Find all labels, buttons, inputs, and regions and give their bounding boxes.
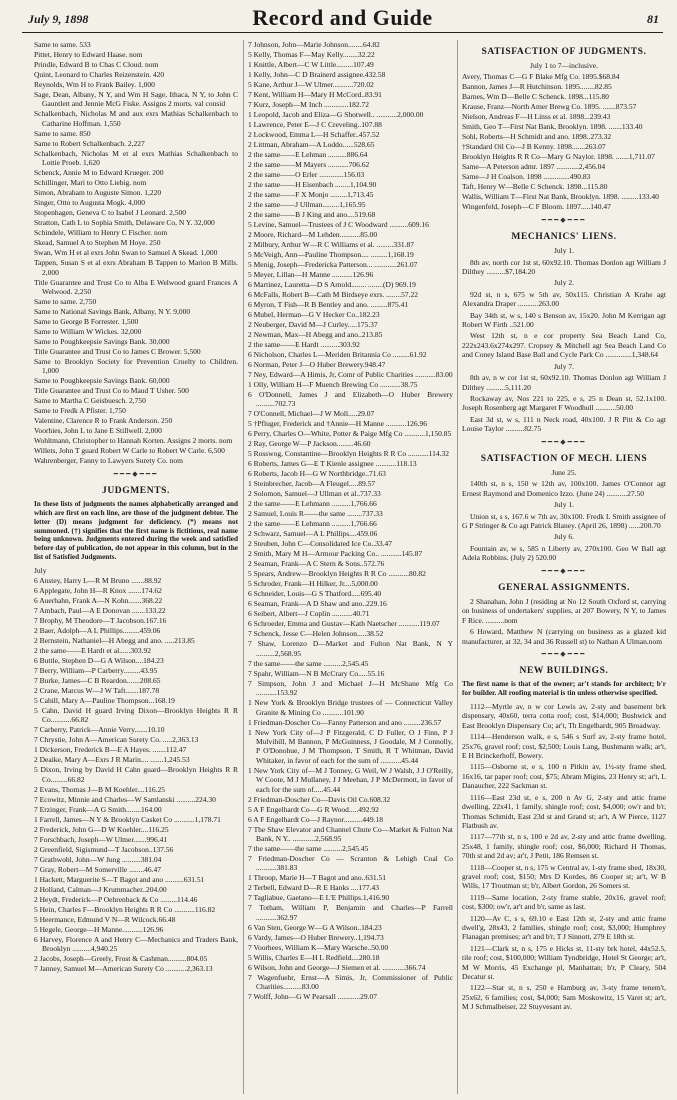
date-subheading: July 1.: [553, 246, 574, 256]
judgment-entry: 6 A F Engelhardt Co—J Raynor..........449.18: [248, 814, 383, 824]
judgment-entry: 2 Moore, Richard—M Lehden...........85.00: [248, 230, 378, 239]
judgment-entry: 5 McVeigh, Ann—Pauline Thompson.... .........1,168.19: [248, 250, 414, 259]
judgment-entry: 2 the same——E Lehman ..........886.64: [248, 150, 368, 159]
judgment-entry: 2 the same——B J King and ano....519.68: [248, 210, 376, 219]
judgment-entry: 7 Schenck, Jesse C—Helen Johnson.....38.52: [248, 629, 384, 639]
judgment-entry: 2 Evans, Thomas J—B M Koehler....116.25: [34, 784, 166, 794]
satisfaction-dates: July 1 to 7—inclusive.: [530, 61, 598, 70]
judgment-entry: 7 Berry, William—P Carberry.........43.95: [34, 665, 158, 675]
judgment-entry: 2 Neuberger, David M—J Curley.....175.37: [248, 320, 378, 329]
date-subheading: July 2.: [553, 278, 574, 288]
judgment-entry: 2 the same——E Hardt ..........303.92: [248, 340, 360, 349]
building-entry: 1118—Cooper st, n s, 175 w Central av, 1-sty frame shed, 18x30, gravel roof; cost, $150; Mrs D Kordes, 86 Cooper st; ar't, W B Wills, 17 Troutman st; b'r, Albert Gordon, 26 Somers st.: [462, 862, 666, 891]
satisfaction-entry: Brooklyn Heights R R Co—Mary G Naylor. 1898. .......1,711.07: [462, 152, 655, 162]
mechanics-liens-list: [462, 246, 666, 433]
judgment-entry: 1 Olly, William H—F Muench Brewing Co ...........38.75: [248, 380, 418, 389]
general-assignments-list: [462, 597, 666, 646]
judgment-entry: 5 Levine, Samuel—Trustees of J C Woodward ..........609.16: [248, 220, 429, 229]
judgment-entry: 5 Rosswog, Constantine—Brooklyn Heights R R Co ...........114.32: [248, 449, 449, 459]
judgment-entry: 2 the same——F X Monjo .........1,713.45: [248, 190, 374, 199]
satisfaction-mech-liens-heading: SATISFACTION OF MECH. LIENS: [480, 453, 648, 464]
page-header: [22, 6, 663, 33]
assignment-entry: Title Guarantee and Trust Co to Maud T Usher. 500: [34, 386, 189, 396]
building-entry: 1121—Clark st, n s, 175 e Hicks st, 11-sty brk hotel, 44x52.5, tile roof; cost, $100,000; William Tyndbridge, Hotel St George; ar't, M W Morris, 45 Exchange pl, Manhattan; b'r, P Cleary, 504 Decatur st.: [462, 943, 666, 981]
judgment-entry: 5 Kelly, Thomas F—May Kelly........32.22: [248, 50, 375, 59]
judgment-entry: 5 Cahn, David H guard Irving Dixon—Brooklyn Heights R R Co...........66.82: [34, 705, 238, 725]
assignment-entry: Same to George B Forrester. 1,500: [34, 317, 139, 327]
date-subheading: July 6.: [553, 532, 574, 542]
judgment-entry: 5 Willis, Charles E—H L Redfield....280.18: [248, 952, 380, 962]
satisfaction-judgments-heading: SATISFACTION OF JUDGMENTS.: [481, 47, 647, 57]
judgment-entry: 6 Vardy, James—O Huber Brewery..1,194.73: [248, 932, 384, 942]
judgment-entry: 6 Schroeder, Emma and Gustav—Kath Naetscher ...........119.07: [248, 619, 440, 629]
judgment-entry: 2 the same——E Lehmann ..........1,766.66: [248, 499, 377, 509]
judgment-entry: 7 Forschbach, Joseph—W Ulmer.......996.41: [34, 834, 168, 844]
assignment-entry: Same to William W Wickes. 32,000: [34, 327, 142, 337]
column-3: [462, 40, 666, 1094]
judgment-entry: 7 the same——the same ..........2,545.45: [248, 844, 369, 854]
judgments-intro: In these lists of judgments the names alphabetically arranged and which are first on each line, are those of the judgment debtor. The letter (D) means judgment for deficiency. (*) means not summoned. (†) signifies that the first name is fictitious, real name being unknown. Judgments entered during the week and satisfied before day of publication, do not appear in this column, but in the list of Satisfied Judgments.: [34, 500, 238, 562]
publication-title: Record and Guide: [252, 5, 433, 30]
judgment-entry: 1 New York City of—M J Tonney, G Weil, W J Walsh, J J O'Reilly, W Coote, M J Mullaney, J J Meehan, J P McDermott, in favor of each for the sum of.....45.44: [248, 765, 453, 794]
assignment-entry: Schenck, Annie M to Edward Krueger. 200: [34, 168, 164, 178]
section-divider: ━━━◆━━━: [113, 469, 159, 478]
judgment-entry: 7 Janney, Samuel M—American Surety Co ...........2,363.13: [34, 964, 213, 974]
judgment-entry: 2 Terbell, Edward D—R E Hanks ....177.43: [248, 883, 379, 893]
assignment-entry: Same to Poughkeepsie Savings Bank. 60,000: [34, 376, 170, 386]
judgment-entry: 2 the same——H Eisenbach ........1,104.90: [248, 180, 377, 189]
judgment-entry: 5 Heermance, Edmund V N—R Wilcock.66.48: [34, 914, 176, 924]
lien-entry: West 12th st, n e cor property Sea Beach Land Co, 222x243.6x274x297. Cropsey & Mitchell agt Sea Beach Land Co and Coney Island Base Ball and Cycle Park Co ..............1,348.64: [462, 331, 666, 360]
judgment-entry: 2 the same——J Ullman.........1,165.95: [248, 200, 366, 209]
judgment-entry: 7 Spahr, William—N B McCrary Co.....55.16: [248, 668, 385, 678]
column-rule-left: [243, 40, 244, 1094]
judgment-entry: 1 Knittle, Albert—C W Little.........107.49: [248, 60, 374, 69]
judgment-entry: 7 Carberry, Patrick—Annie Verry.......10.10: [34, 725, 165, 735]
assignment-entry: Same to Poughkeepsie Savings Bank. 30,000: [34, 337, 170, 347]
lien-entry: Union st, s s, 167.6 w 7th av, 30x100. Fredk L Smith assignee of G P Stringer & Co agt Patrick Blaney. (April 26, 1898) ......200.70: [462, 511, 666, 530]
satisfaction-entry: Taft, Henry W—Belle C Schenck. 1898...115.80: [462, 182, 608, 192]
judgment-entry: 7 Ecowitz, Minnie and Charles—W Samlanski ..........224.30: [34, 794, 216, 804]
lien-entry: Fountain av, w s, 585 n Liberty av, 270x100. Geo W Ball agt Adela Robbins. (July 2) 520.00: [462, 543, 666, 563]
assignment-entry: Prindle, Edward B to Chas C Cloud. nom: [34, 60, 159, 69]
assignment-entry: Title Guarantee and Trust Co to Alba E Welwood guard Frances A Welwood. 2,250: [34, 277, 238, 297]
judgment-entry: 2 Baer, Adolph—A L Phillips.........459.06: [34, 625, 161, 635]
judgment-entry: 6 Auerhahn, Frank A—N Kohn.......368.22: [34, 595, 163, 605]
satisfaction-entry: Krause, Franz—North Amer Brewg Co. 1895. .......873.57: [462, 102, 637, 112]
judgment-entry: 5 Hein, Charles F—Brooklyn Heights R R Co ...........116.82: [34, 904, 216, 914]
building-entry: 1115—Osborne st, e s, 100 n Pitkin av, 1½-sty frame shed, 16x16, tar paper roof; cost, $75; Abram Migins, 23 Henry st; ar't, L Danaucher, 222 Sackman st.: [462, 762, 666, 791]
satisfaction-entry: Nielson, Andreas F—H Linss et al. 1898...239.43: [462, 112, 611, 122]
satisfaction-entry: Same—A Peterson admr. 1897 ............2,456.04: [462, 162, 606, 172]
lien-entry: 140th st, n s, 150 w 12th av, 100x100. James O'Connor agt Ernest Raymond and Domenico Izzo. (June 24) ...........27.50: [462, 479, 666, 498]
building-entry: 1119—Same location, 2-sty frame stable, 20x16, gravel roof; cost, $300; ow'r, ar't and b'r, same as last.: [462, 892, 666, 912]
assignment-entry: Simon, Abraham to Auguste Simon. 1,220: [34, 188, 162, 198]
assignment-entry: Wohltmann, Christopher to Hannah Korten. Assigns 2 morts. nom: [34, 436, 233, 446]
judgment-entry: 7 Simpson, John J and Michael J—H McShane Mfg Co ...........153.92: [248, 678, 453, 698]
assignment-entry: Quint, Leonard to Charles Reizenstein. 420: [34, 70, 165, 79]
judgment-entry: 2 Milbury, Arthur W—R C Williams et al. .........331.87: [248, 240, 415, 249]
assignment-entry: Skead, Samuel A to Stephen M Hoye. 250: [34, 238, 161, 248]
mortgage-assignments-list: [34, 40, 238, 466]
judgment-entry: 2 the same——O Erler .............156.03: [248, 170, 365, 179]
judgment-entry: 2 Seaman, Frank—A C Stern & Sons..572.76: [248, 559, 385, 569]
judgment-entry: 6 Anstey, Harry L—R M Bruno .......88.92: [34, 575, 162, 585]
judgment-entry: 1 Farrell, James—N Y & Brooklyn Casket Co ...........1,178.71: [34, 814, 221, 824]
assignment-entry: Tappen, Susan S et al exrs Abraham B Tappen to Marion B Mills. 2,000: [34, 258, 238, 277]
judgments-list-continued: [248, 40, 453, 1002]
satisfaction-entry: Wallis, William T—First Nat Bank, Brooklyn. 1898. .........133.40: [462, 192, 659, 202]
judgment-entry: 7 Wolff, John—G W Pearsall ............29.07: [248, 992, 378, 1002]
lien-entry: Bay 34th st, w s, 140 s Benson av, 15x20. John M Kerrigan agt Robert W Firth ..521.00: [462, 310, 666, 330]
judgment-entry: 2 Solomon, Samuel—J Ullman et al..737.33: [248, 489, 381, 499]
judgment-entry: 2 Deaike, Mary A—Exrs J R Marin.... .......1,245.53: [34, 755, 190, 765]
judgment-entry: 7 Kurz, Joseph—M Inch .............182.72: [248, 100, 370, 109]
assignment-entry: Schalkenbach, Nicholas M and aux exrs Mathias Schalkenbach to Catharine Hoffman. 1,550: [34, 109, 238, 128]
mechanics-liens-heading: MECHANICS' LIENS.: [511, 232, 617, 243]
judgment-entry: 7 Johnson, John—Marie Johnson........64.82: [248, 40, 380, 49]
judgment-entry: 6 Norman, Peter J—O Huber Brewery.948.47: [248, 360, 386, 369]
lien-entry: East 3d st, w s, 111 n Neck road, 40x100. J R Pitt & Co agt Louise Taylor ..........82.75: [462, 414, 666, 434]
building-entry: 1112—Myrtle av, n w cor Lewis av, 2-sty and basement brk dispensary, 40x60, terra cotta roof; cost, $14,000; Bushwick and East Brooklyn Dispensary Co; ar't, Th Engelhardt, 905 Broadway.: [462, 702, 666, 730]
judgment-entry: 2 Friedman-Doscher Co—Davis Oil Co.608.32: [248, 794, 391, 804]
judgment-entry: 1 Steinbrecher, Jacob—A Fleugel.....89.57: [248, 479, 376, 489]
judgment-entry: 2 Smith, Mary M H—Armour Packing Co.. ...........145.87: [248, 549, 423, 559]
assignment-entry: Pittet, Henry to Edward Haase. nom: [34, 50, 143, 59]
lien-entry: Rockaway av, Nos 221 to 225, e s, 25 n Dean st, 52.1x100. Joseph Rosenberg agt Margaret F Woodhull ...........50.00: [462, 393, 666, 413]
judgment-entry: 2 Holland, Calman—J Krummacher..204.00: [34, 884, 167, 894]
column-1: [34, 40, 238, 1094]
judgment-entry: 7 Shaw, Lorenzo D—Market and Fulton Nat Bank, N Y ..........2,568.95: [248, 639, 453, 658]
judgment-entry: 6 Roberts, Jacob H—G W Northbridge..71.63: [248, 469, 386, 479]
date-subheading: July 7.: [553, 361, 574, 371]
assignment-entry: Same to same. 850: [34, 128, 91, 138]
judgment-entry: 2 Newman, Max—H Abegg and ano..213.85: [248, 330, 383, 339]
section-divider: ━━━◆━━━: [541, 437, 587, 446]
general-assignments-heading: GENERAL ASSIGNMENTS.: [498, 583, 630, 593]
judgment-entry: 6 Schneider, Louis—G S Thatford.....695.40: [248, 589, 382, 599]
judgment-entry: 2 Bernstein, Nathaniel—H Abegg and ano. .....213.85: [34, 635, 195, 645]
page-number: 81: [647, 12, 659, 26]
judgment-entry: 7 Friedman-Doscher Co — Scranton & Lehigh Coal Co ...........381.83: [248, 854, 453, 873]
assignment-entry: 6 Howard, Matthew N (carrying on business as a glazed kid manufacturer, at 32, 34 and 36 Russell st) to Nathan A Ulman.nom: [462, 627, 666, 646]
assignment-entry: Same to National Savings Bank, Albany, N Y. 9,000: [34, 307, 191, 317]
judgment-entry: 5 Menig, Joseph—Fredericka Patterson... ............261.07: [248, 260, 418, 269]
assignment-entry: Same to Robert Schalkenbach. 2,227: [34, 138, 145, 148]
building-entry: 1114—Henderson walk, e s, 546 s Surf av, 2-sty frame hotel, 25x76, gravel roof; cost, $2,500; Louis Lang, Bushmann walk; ar't, E H Brinckerhoff, Bowery.: [462, 732, 666, 761]
judgment-entry: 2 the same——M Mayers ...........706.62: [248, 160, 370, 169]
assignment-entry: 2 Shanahan, John J (residing at No 12 South Oxford st, carrying on business of undertakers' supplies, at 207 Bowery, N Y, to James F Rice. ..........nom: [462, 597, 666, 625]
judgment-entry: 5 Schroder, Frank—H Hilker, Jr....5,000.00: [248, 579, 378, 589]
assignment-entry: Stopenhagen, Geneva C to Isabel J Leonard. 2,500: [34, 208, 187, 218]
judgment-entry: 2 Frederick, John G—D W Koehler....116.25: [34, 824, 169, 834]
judgment-entry: 6 Mubel, Herman—G V Hecker Co..182.23: [248, 310, 380, 319]
judgment-entry: 7 Brophy, M Theodore—T Jacobson.167.16: [34, 615, 167, 625]
new-buildings-list: [462, 702, 666, 1012]
lien-entry: 8th av, north cor 1st st, 60x92.10. Thomas Donlon agt William J Dilthey ..........$7,184.20: [462, 257, 666, 277]
assignment-entry: Title Guarantee and Trust Co to James C Brower. 5,500: [34, 347, 201, 357]
satisfaction-entry: Smith, Geo T—First Nat Bank, Brooklyn. 1898. .......133.40: [462, 122, 643, 132]
column-2: [248, 40, 453, 1094]
satisfaction-mech-liens-list: [462, 468, 666, 563]
judgment-entry: 5 Hegele, George—H Manne...........126.96: [34, 924, 164, 934]
judgment-entry: 7 Erzinger, Frank—A G Smith........164.00: [34, 804, 162, 814]
judgment-entry: 6 Seibert, Albert—J Coplin ...........40.71: [248, 609, 370, 619]
judgment-entry: 2 Steuben, John C—Consolidated Ice Co..33.47: [248, 539, 392, 549]
judgment-entry: 5 Cahill, Mary A—Pauline Thompson...168.19: [34, 695, 175, 705]
judgment-entry: 7 Burke, James—C B Reardon.......208.65: [34, 675, 161, 685]
satisfaction-entry: †Standard Oil Co—J B Kenny. 1898.......263.07: [462, 142, 606, 152]
judgment-entry: 6 Roberts, James G—E T Kienle assignee ...........118.13: [248, 459, 417, 469]
judgment-entry: 1 Kelly, John—C D Brainerd assignee.432.58: [248, 70, 386, 79]
judgment-entry: 6 Van Sten, George W—G A Wilson..184.23: [248, 922, 382, 932]
satisfaction-entry: Bannon, James J—R Hutchinson. 1895........82.85: [462, 82, 612, 92]
judgment-entry: 1 Dickerson, Frederick B—E A Hayes. .......112.47: [34, 745, 187, 755]
assignment-entry: Same to Brooklyn Society for Prevention Cruelty to Children. 1,000: [34, 357, 238, 376]
judgment-entry: 1 Friedman-Doscher Co—Fanny Patterson and ano .........236.57: [248, 717, 442, 727]
judgment-entry: 1 Hackett, Marguerite S—T Bagot and ano ..........631.51: [34, 874, 205, 884]
judgment-entry: 5 Spears, Andrew—Brooklyn Heights R R Co ...........80.82: [248, 569, 426, 579]
assignment-entry: Same to same. 533: [34, 40, 91, 49]
building-entry: 1117—77th st, n s, 100 e 2d av, 2-sty and attic frame dwelling, 25x48, 1 family, shingle roof; cost, $6,000; Richard H Thomas, 70th st and 2d av; ar't, J Petit, 186 Remsen st.: [462, 832, 666, 861]
judgment-entry: 7 Chrystie, John A—American Surety Co. .....2,363.13: [34, 735, 199, 745]
judgment-entry: 7 Voorhees, William K—Mary Warsche..50.00: [248, 942, 389, 952]
judgment-entry: 5 A F Engelhardt Co—G R Wood.....492.92: [248, 804, 379, 814]
new-buildings-heading: NEW BUILDINGS.: [519, 666, 609, 677]
judgment-entry: 5 Kane, Arthur J—W Ulmer...........720.02: [248, 80, 374, 89]
judgment-entry: 6 Wilson, John and George—J Siemen et al. ............366.74: [248, 962, 426, 972]
judgment-entry: 6 McFalls, Robert B—Cath M Birdseye exrs. ........57.22: [248, 290, 418, 299]
judgment-entry: 6 Martinez, Lauretta—D S Arnold........ ........(D) 969.19: [248, 280, 416, 289]
assignment-entry: Same to Fredk A Pfister. 1,750: [34, 406, 126, 416]
column-rule-right: [457, 40, 458, 1094]
building-entry: 1120—Av C, s s, 69.10 e East 12th st, 2-sty and attic frame dwell'g, 28x43, 2 families, shingle roof; cost, $3,000; Humphrey Flanagan premises; ar't and b'r, T J Sinnott, 279 E 18th st.: [462, 913, 666, 942]
new-buildings-intro: The first name is that of the owner; ar't stands for architect; b'r for builder. All roofing material is tin unless otherwise specified.: [462, 680, 666, 698]
satisfaction-entry: Same—J H Coalson. 1898 ..............490.83: [462, 172, 591, 182]
judgment-entry: 1 Throop, Marie H—T Bagot and ano..631.51: [248, 873, 387, 883]
lien-entry: 8th av, n w cor 1st st, 60x92.10. Thomas Donlon agt William J Dilthey ..........5,111.20: [462, 373, 666, 392]
judgment-entry: 7 the same——the same ..........2,545.45: [248, 658, 369, 668]
judgment-entry: 1 Lawrence, Peter E—J C Creveling..107.88: [248, 120, 382, 129]
satisfaction-list: [462, 72, 666, 211]
judgment-entry: 1 Leopold, Jacob and Eliza—G Shotwell.. ...........2,000.00: [248, 110, 424, 119]
date-subheading: June 25.: [551, 467, 577, 477]
judgment-entry: 7 Kent, William H—Mary H McCord..83.91: [248, 90, 382, 99]
assignment-entry: Stratton, Cath L to Sophia Smith, Delaware Co, N Y. 32,000: [34, 218, 215, 228]
judgment-entry: 2 the same——E Lehmann ..........1,766.66: [248, 519, 377, 529]
judgment-entry: 6 O'Donnell, James J and Elizabeth—O Huber Brewery ..........702.73: [248, 390, 453, 409]
satisfaction-entry: Barnes, Wm D—Belle C Schenck. 1898...115.80: [462, 92, 609, 102]
judgments-month: July: [34, 565, 47, 575]
judgment-entry: 7 Wagenfuehr, Ernst—A Simis, Jr, Commissioner of Public Charities..........83.00: [248, 972, 453, 992]
judgments-list: [34, 576, 238, 974]
issue-date: July 9, 1898: [28, 12, 89, 26]
judgment-entry: 2 the same——E Hardt et al......303.92: [34, 645, 152, 655]
assignment-entry: Swan, Wm H et al exrs John Swan to Samuel A Skead. 1,000: [34, 248, 218, 258]
lien-entry: 92d st, n s, 675 w 5th av, 50x115. Christian A Krahe agt Alexandra Draper ...........263.00: [462, 289, 666, 309]
satisfaction-entry: Sohl, Roberts—H Schmidt and ano. 1898..273.32: [462, 132, 612, 142]
judgment-entry: 7 Totham, William P, Benjamin and Charles—P Farrell ...........362.97: [248, 903, 453, 922]
judgment-entry: 6 Applegate, John H—R Knox .......174.62: [34, 585, 162, 595]
assignment-entry: Willets, John T guard Robert W Carle to Robert W Carle. 6,500: [34, 446, 225, 456]
assignment-entry: Wahrenberger, Fanny to Lawyers Surety Co. nom: [34, 456, 183, 466]
judgment-entry: 5 Meyer, Lillan—H Manne ...........126.96: [248, 270, 374, 279]
judgment-entry: 2 Jacobs, Joseph—Greely, Frost & Cashman..........804.05: [34, 954, 208, 964]
judgment-entry: 2 Greenfield, Sigismund—T Jacobson..137.56: [34, 844, 174, 854]
judgment-entry: 7 Ney, Edward—A Himis, Jr, Comr of Public Charities ...........83.00: [248, 370, 453, 379]
satisfaction-entry: Wingenfeld, Joseph—C F Bloom. 1897.....140.47: [462, 202, 611, 212]
judgment-entry: 6 Nicholson, Charles L—Meriden Britannia Co .........61.92: [248, 350, 427, 359]
assignment-entry: Same to Martha C Geisbuesch. 2,750: [34, 396, 146, 406]
assignment-entry: Schindele, William to Henry C Fischer. nom: [34, 228, 168, 238]
assignment-entry: Sage, Dean, Albany, N Y, and Wm H Sage, Ithaca, N Y, to John C Gauntlett and Jennie McG Fiske. Assigns 2 morts. val consid: [34, 90, 238, 109]
judgment-entry: 5 Dixon, Irving by David H Cahn guard—Brooklyn Heights R R Co.........66.82: [34, 765, 238, 784]
judgment-entry: 6 Buttle, Stephen D—G A Wilson....184.23: [34, 655, 164, 665]
judgment-entry: 6 Myron, T Fish—R B Bentley and ano. .........875.41: [248, 300, 409, 309]
judgment-entry: 6 Perry, Charles O—White, Potter & Paige Mfg Co ...........1,150.85: [248, 429, 452, 439]
section-divider: ━━━◆━━━: [541, 566, 587, 575]
judgment-entry: 1 New York City of—J P Fitzgerald, C D Fuller, O J Finn, P J Mulvihill, M Bannon, P McGuinness, J Goodale, M J Connolly, P O'Donohue, J M Thompson, T Smith, R T Whitman, David Whitaker, in favor of each for the sum of ...........45.44: [248, 727, 453, 765]
section-divider: ━━━◆━━━: [541, 215, 587, 224]
building-entry: 1116—East 23d st, e s, 200 n Av G, 2-sty and attic frame dwelling, 22x41, 1 family, shingle roof; cost, $4,000; ow'r and b'r, Thomas Schmidt, East 23d st and Grand st; ar't, A W Pierce, 1127 Flatbush av.: [462, 792, 666, 830]
assignment-entry: Voorhies, John L to Jane E Stillwell. 2,000: [34, 426, 162, 436]
judgment-entry: 2 Crane, Marcus W—J W Taft.......187.78: [34, 685, 160, 695]
judgment-entry: 2 Lockwood, Emma L—H Schaffer..457.52: [248, 130, 380, 139]
judgment-entry: 6 Harvey, Florence A and Henry C—Mechanics and Traders Bank, Brooklyn ..........4,940.25: [34, 934, 238, 954]
judgment-entry: 7 Gray, Robert—M Somerville ........46.47: [34, 864, 161, 874]
judgment-entry: 7 Ambach, Paul—A E Donovan .......133.22: [34, 605, 166, 615]
judgment-entry: 1 New York & Brooklyn Bridge trustees of — Connecticut Valley Granite & Mining Co ...........101.90: [248, 698, 453, 717]
date-subheading: July 1.: [553, 500, 574, 510]
assignment-entry: Singer, Otto to Augusta Mogk. 4,000: [34, 198, 145, 208]
section-divider: ━━━◆━━━: [541, 650, 587, 659]
judgment-entry: 2 Samuel, Louis R——the same ........737.33: [248, 509, 383, 519]
judgments-heading: JUDGMENTS.: [101, 486, 171, 497]
judgment-entry: 7 O'Connell, Michael—J W Moll.....29.07: [248, 409, 375, 419]
judgment-entry: 2 Littman, Abraham—A Loddo......528.65: [248, 140, 375, 149]
assignment-entry: Same to same. 2,750: [34, 297, 97, 307]
judgment-entry: 7 Tagliabue, Gaetano—E L'E Phillips.1,416.90: [248, 893, 390, 903]
assignment-entry: Schillinger, Mari to Otto Liebig. nom: [34, 178, 147, 188]
judgment-entry: 7 Grathwohl, John—W Jung ..........381.04: [34, 854, 162, 864]
judgment-entry: 5 †Pfluger, Frederick and †Annie—H Manne ...........126.96: [248, 419, 428, 429]
judgment-entry: 2 Ray, George W—P Jackson.........46.60: [248, 439, 371, 449]
assignment-entry: Valentine, Clarence R to Frank Anderson. 250: [34, 416, 173, 426]
assignment-entry: Reynolds, Wm H to Frank Bailey. 1,000: [34, 80, 155, 89]
judgment-entry: 7 The Shaw Elevator and Channel Chute Co—Market & Fulton Nat Bank, N Y.. ............2,568.95: [248, 824, 453, 844]
judgment-entry: 2 Schwarz, Samuel—A L Phillips....459.06: [248, 529, 378, 539]
judgment-entry: 2 Heydt, Frederick—P Oehrenback & Co .........114.46: [34, 894, 198, 904]
judgment-entry: 6 Seaman, Frank—A D Shaw and ano..229.16: [248, 599, 387, 609]
assignment-entry: Schalkenbach, Nicholas M et al exrs Mathias Schalkenbach to Lottie Proeb. 1,620: [34, 148, 238, 168]
satisfaction-entry: Avery, Thomas C—G F Blake Mfg Co. 1895.$68.84: [462, 72, 620, 82]
building-entry: 1122—Star st, n s, 250 e Hamburg av, 3-sty frame tenem't, 25x62, 6 families; cost, $4,000; Sam Moskowitz, 15 Varet st; ar't, M J Schmalbeiser, 22 Stuyvesant av.: [462, 983, 666, 1012]
